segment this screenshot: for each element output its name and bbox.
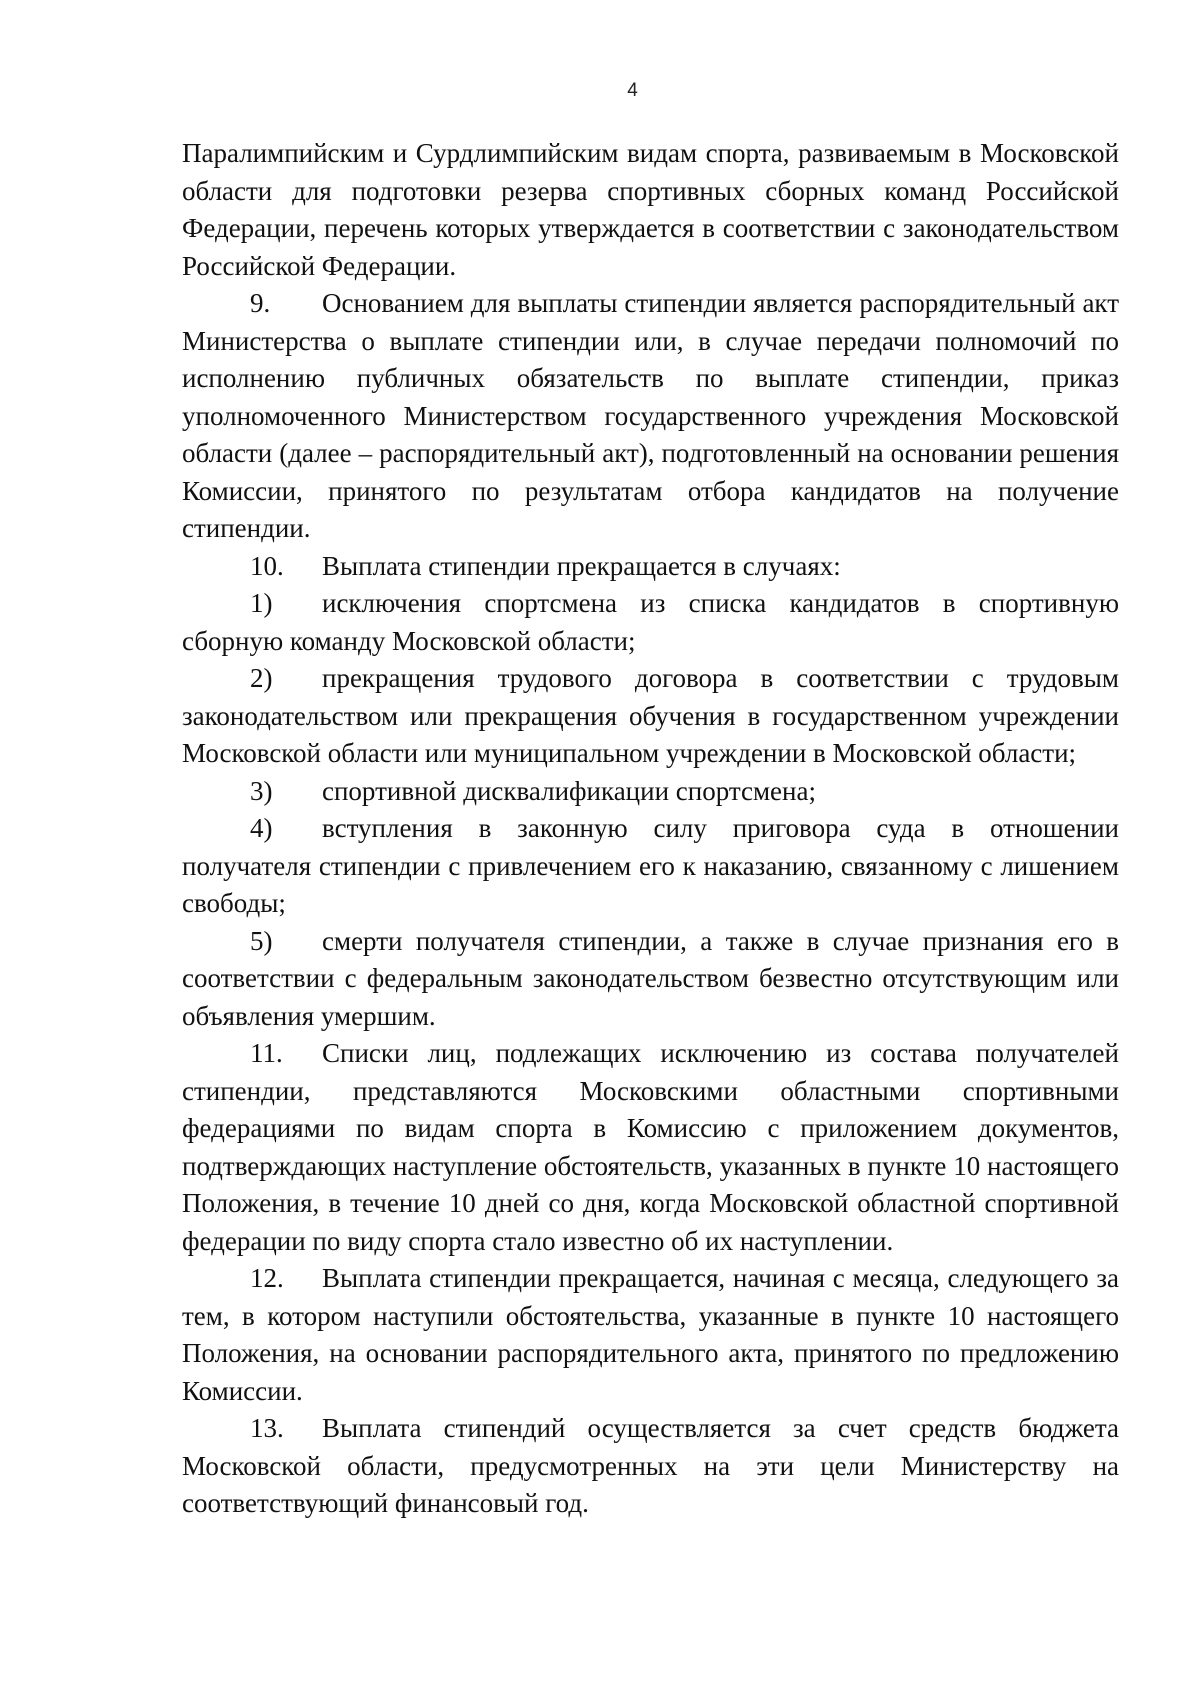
paragraph-number: 9. (250, 288, 271, 318)
list-item-5 (182, 923, 1119, 1036)
list-item-number: 5) (250, 925, 273, 956)
paragraph-13 (182, 1410, 1119, 1523)
list-item-2 (182, 660, 1119, 773)
paragraph-continuation (182, 135, 1119, 285)
list-item-text: вступления в законную силу приговора суда в отношении получателя стипендии с привлечением его к наказанию, связанному с лишением свободы; (182, 813, 1119, 918)
page-number: 4 (627, 80, 638, 101)
paragraph-text: Выплата стипендии прекращается в случаях: (322, 550, 841, 581)
paragraph-number: 12. (250, 1263, 284, 1293)
paragraph-text: Выплата стипендий осуществляется за счет средств бюджета Московской области, предусмотренных на эти цели Министерству на соответствующий финансовый год. (182, 1413, 1119, 1518)
list-item-text: спортивной дисквалификации спортсмена; (322, 775, 816, 806)
list-item-number: 1) (250, 588, 273, 618)
paragraph-number: 13. (250, 1413, 284, 1443)
paragraph-10 (182, 548, 1119, 586)
paragraph-9 (182, 285, 1119, 548)
paragraph-text: Списки лиц, подлежащих исключению из состава получателей стипендии, представляются Московскими областными спортивными федерациями по видам спорта в Комиссию с приложением документов, подтверждающих наступление обстоятельств, указанных в пункте 10 настоящего Положения, в течение 10 дней со дня, когда Московской областной спортивной федерации по виду спорта стало известно об их наступлении. (182, 1038, 1119, 1256)
paragraph-text: Выплата стипендии прекращается, начиная с месяца, следующего за тем, в котором наступили обстоятельства, указанные в пункте 10 настоящего Положения, на основании распорядительного акта, принятого по предложению Комиссии. (182, 1263, 1119, 1406)
paragraph-11 (182, 1035, 1119, 1260)
list-item-3 (182, 773, 1119, 811)
list-item-text: исключения спортсмена из списка кандидатов в спортивную сборную команду Московской области; (182, 588, 1119, 656)
paragraph-text: Основанием для выплаты стипендии является распорядительный акт Министерства о выплате стипендии или, в случае передачи полномочий по исполнению публичных обязательств по выплате стипендии, приказ уполномоченного Министерством государственного учреждения Московской области (далее – распорядительный акт), подготовленный на основании решения Комиссии, принятого по результатам отбора кандидатов на получение стипендии. (182, 288, 1119, 543)
list-item-4 (182, 810, 1119, 923)
list-item-text: смерти получателя стипендии, а также в случае признания его в соответствии с федеральным законодательством безвестно отсутствующим или объявления умершим. (182, 925, 1119, 1031)
paragraph-number: 11. (250, 1038, 283, 1068)
list-item-text: прекращения трудового договора в соответствии с трудовым законодательством или прекращения обучения в государственном учреждении Московской области или муниципальном учреждении в Московской области; (182, 663, 1119, 768)
list-item-number: 4) (250, 813, 273, 843)
paragraph-12 (182, 1260, 1119, 1410)
paragraph-text: Паралимпийским и Сурдлимпийским видам спорта, развиваемым в Московской области для подготовки резерва спортивных сборных команд Российской Федерации, перечень которых утверждается в соответствии с законодательством Российской Федерации. (182, 138, 1119, 281)
list-item-1 (182, 585, 1119, 660)
list-item-number: 2) (250, 663, 273, 693)
paragraph-number: 10. (250, 550, 284, 581)
document-body (182, 135, 1119, 1523)
list-item-number: 3) (250, 775, 273, 806)
